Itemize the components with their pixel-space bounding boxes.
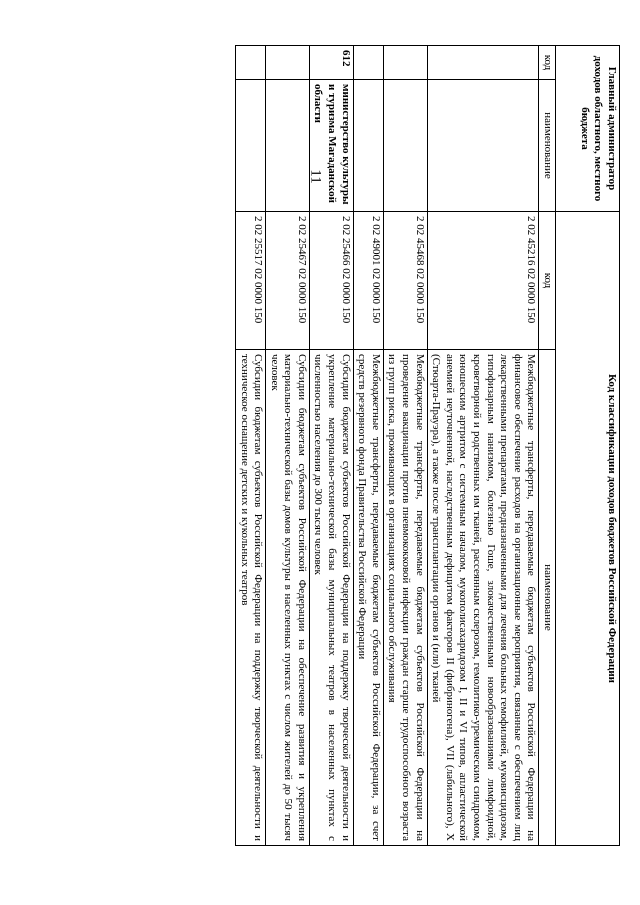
kbk-code-cell: 2 02 49001 02 0000 150 xyxy=(353,212,383,350)
admin-name-cell xyxy=(266,80,310,212)
admin-code-cell xyxy=(353,46,383,80)
table-row xyxy=(235,46,265,846)
header-kbk-code: код xyxy=(539,212,556,350)
revenue-classification-table xyxy=(235,45,620,846)
kbk-name-cell: Межбюджетные трансферты, передаваемые бюджетам субъектов Российской Федерации на финансовое обеспечение расходов на организационные мероприятия, связанные с обеспечением лиц лекарственными препаратами, предназначенными для лечения больных гемофилией, муковисцидозом, гипофизарным нанизмом, болезнью Гоше, злокачественными новообразованиями лимфоидной, кроветворной и родственных им тканей, рассеянным склерозом, гемолитико-уремическим синдромом, юношеским артритом с системным началом, мукополисахаридозом I, II и VI типов, апластической анемией неуточненной, наследственным дефицитом факторов II (фибриногена), VII (лабильного), X (Стюарта-Прауэра), а также после трансплантации органов и (или) тканей xyxy=(427,350,539,846)
header-classification: Код классификации доходов бюджетов Российской Федерации xyxy=(556,212,620,846)
kbk-code-cell: 2 02 45468 02 0000 150 xyxy=(383,212,427,350)
rotated-page xyxy=(65,45,620,845)
admin-code-cell xyxy=(235,46,265,80)
kbk-code-cell: 2 02 45216 02 0000 150 xyxy=(427,212,539,350)
header-kbk-name: наименование xyxy=(539,350,556,846)
kbk-name-cell: Субсидии бюджетам субъектов Российской Федерации на поддержку творческой деятельности и техническое оснащение детских и кукольных театров xyxy=(235,350,265,846)
kbk-name-cell: Межбюджетные трансферты, передаваемые бюджетам субъектов Российской Федерации на проведение вакцинации против пневмококковой инфекции граждан старше трудоспособного возраста из групп риска, проживающих в организациях социального обслуживания xyxy=(383,350,427,846)
admin-name-cell xyxy=(383,80,427,212)
table-row xyxy=(266,46,310,846)
header-admin: Главный администратор доходов областного, местного бюджета xyxy=(556,46,620,212)
kbk-code-cell: 2 02 25466 02 0000 150 xyxy=(309,212,353,350)
kbk-name-cell: Субсидии бюджетам субъектов Российской Федерации на поддержку творческой деятельности и укрепление материально-технической базы муниципальных театров в населенных пунктах с численностью населения до 300 тысяч человек xyxy=(309,350,353,846)
admin-code-cell xyxy=(383,46,427,80)
header-admin-name: наименование xyxy=(539,80,556,212)
table-row xyxy=(427,46,539,846)
admin-code-cell: 612 xyxy=(309,46,353,80)
page-number: 11 xyxy=(307,169,324,184)
header-admin-code: код xyxy=(539,46,556,80)
table-row xyxy=(383,46,427,846)
kbk-code-cell: 2 02 25517 02 0000 150 xyxy=(235,212,265,350)
kbk-name-cell: Межбюджетные трансферты, передаваемые бюджетам субъектов Российской Федерации, за счет средств резервного фонда Правительства Российской Федерации xyxy=(353,350,383,846)
admin-name-cell xyxy=(353,80,383,212)
admin-code-cell xyxy=(427,46,539,80)
kbk-code-cell: 2 02 25467 02 0000 150 xyxy=(266,212,310,350)
admin-name-cell xyxy=(427,80,539,212)
kbk-name-cell: Субсидии бюджетам субъектов Российской Федерации на обеспечение развития и укрепления материально-технической базы домов культуры в населенных пунктах с числом жителей до 50 тысяч человек xyxy=(266,350,310,846)
admin-name-cell xyxy=(235,80,265,212)
table-row xyxy=(353,46,383,846)
admin-name-cell: министерство культуры и туризма Магаданской области xyxy=(309,80,353,212)
admin-code-cell xyxy=(266,46,310,80)
table-row xyxy=(309,46,353,846)
